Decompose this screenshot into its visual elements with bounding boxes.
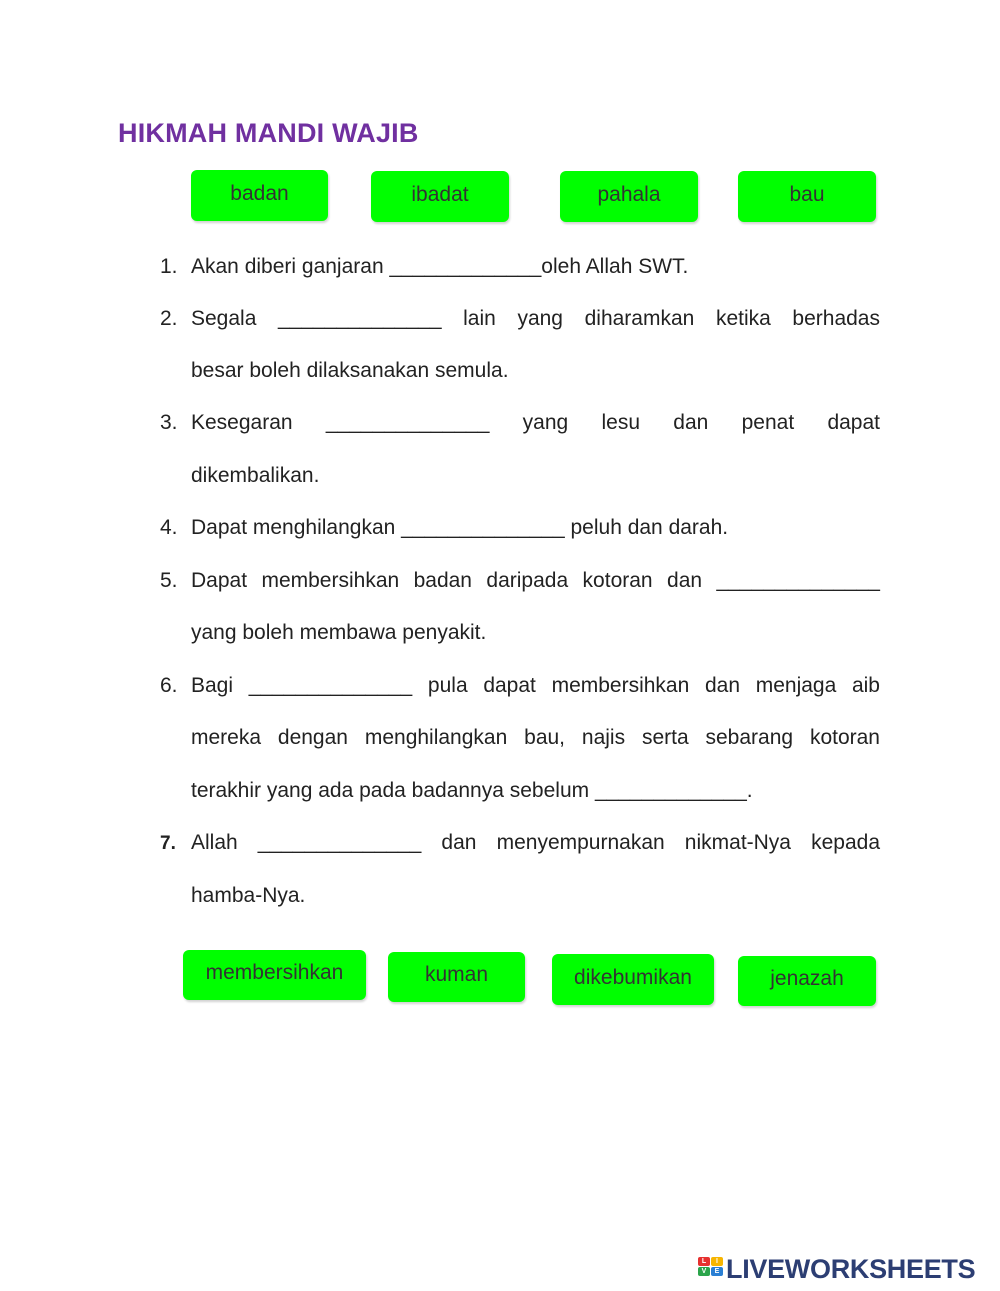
question-line: Segala ______________ lain yang diharamkan ketika berhadas — [191, 307, 880, 330]
chip-label: dikebumikan — [574, 965, 692, 989]
answer-chip-jenazah[interactable] — [738, 956, 876, 1006]
question-line: hamba-Nya. — [191, 884, 306, 907]
answer-chip-ibadat[interactable] — [371, 171, 509, 222]
question-number: 5. — [160, 569, 178, 592]
chip-label: badan — [230, 181, 289, 205]
logo-letter: L — [698, 1257, 710, 1266]
question-line: Akan diberi ganjaran _____________oleh Allah SWT. — [191, 255, 689, 278]
chip-label: jenazah — [770, 967, 844, 990]
chip-label: pahala — [597, 182, 661, 206]
question-number: 7. — [160, 833, 176, 854]
logo-blocks-icon — [698, 1255, 724, 1285]
question-line: Allah ______________ dan menyempurnakan nikmat-Nya kepada — [191, 831, 880, 854]
answer-chip-badan[interactable] — [191, 170, 328, 221]
question-line: besar boleh dilaksanakan semula. — [191, 359, 509, 382]
question-line: Bagi ______________ pula dapat membersihkan dan menjaga aib — [191, 674, 880, 697]
question-line: dikembalikan. — [191, 464, 320, 487]
logo-letter: E — [711, 1267, 723, 1276]
logo-letter: V — [698, 1267, 710, 1276]
question-line: Dapat menghilangkan ______________ peluh dan darah. — [191, 516, 729, 539]
chip-label: ibadat — [411, 182, 469, 206]
answer-chip-bau[interactable] — [738, 171, 876, 222]
answer-chip-kuman[interactable] — [388, 952, 525, 1002]
answer-chip-dikebumikan[interactable] — [552, 954, 714, 1005]
logo-text: LIVEWORKSHEETS — [726, 1254, 976, 1284]
worksheet-title: HIKMAH MANDI WAJIB — [118, 118, 419, 148]
chip-label: membersihkan — [205, 961, 344, 984]
question-number: 6. — [160, 674, 178, 697]
chip-label: kuman — [424, 963, 489, 986]
question-line: terakhir yang ada pada badannya sebelum _____________. — [191, 779, 753, 802]
answer-chip-membersihkan[interactable] — [183, 950, 366, 1000]
question-number: 1. — [160, 255, 178, 278]
chip-label: bau — [789, 182, 825, 206]
question-line: mereka dengan menghilangkan bau, najis serta sebarang kotoran — [191, 726, 880, 749]
answer-chip-pahala[interactable] — [560, 171, 698, 222]
question-line: Kesegaran ______________ yang lesu dan penat dapat — [191, 411, 880, 434]
question-number: 4. — [160, 516, 178, 539]
question-line: yang boleh membawa penyakit. — [191, 621, 487, 644]
question-number: 2. — [160, 307, 178, 330]
liveworksheets-logo — [698, 1254, 975, 1285]
logo-letter: I — [711, 1257, 723, 1266]
question-number: 3. — [160, 411, 178, 434]
question-line: Dapat membersihkan badan daripada kotoran dan ______________ — [191, 569, 880, 592]
